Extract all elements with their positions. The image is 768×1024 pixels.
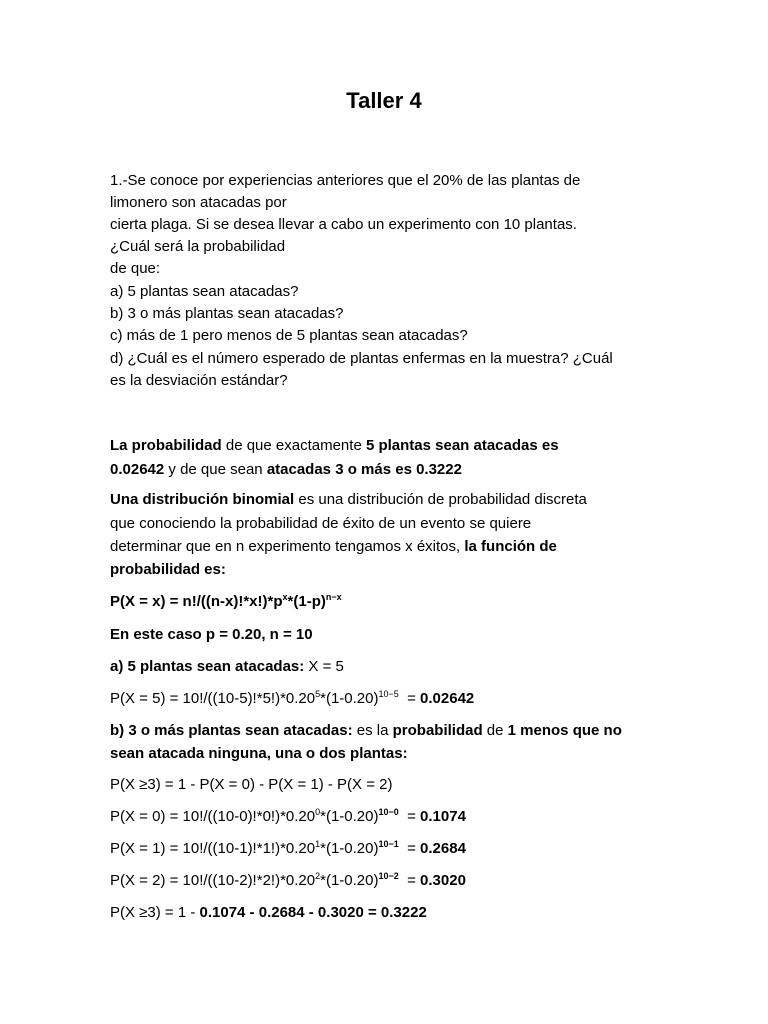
question-line: cierta plaga. Si se desea llevar a cabo un experimento con 10 plantas.: [110, 216, 577, 233]
question-line: 1.-Se conoce por experiencias anteriores que el 20% de las plantas de: [110, 172, 581, 189]
answer-intro: 0.02642 y de que sean atacadas 3 o más es 0.3222: [110, 461, 462, 478]
final-result: P(X ≥3) = 1 - 0.1074 - 0.2684 - 0.3020 = 0.3222: [110, 904, 427, 921]
question-line: ¿Cuál será la probabilidad: [110, 238, 286, 255]
question-a: a) 5 plantas sean atacadas?: [110, 283, 299, 300]
question-c: c) más de 1 pero menos de 5 plantas sean atacadas?: [110, 327, 468, 344]
calc-row: $P(X = 2) = 10!/((10-2)!*2!)*0.20^2*(1-0.20)^{10-2} = 0.3020$: [110, 871, 466, 889]
question-line: limonero son atacadas por: [110, 194, 287, 211]
part-a-heading: a) 5 plantas sean atacadas: X = 5: [110, 658, 344, 675]
part-b-heading: b) 3 o más plantas sean atacadas: es la probabilidad de 1 menos que no: [110, 722, 622, 739]
binomial-explanation: Una distribución binomial es una distribución de probabilidad discreta: [110, 491, 587, 508]
part-b-equation: P(X ≥3) = 1 - P(X = 0) - P(X = 1) - P(X = 2): [110, 776, 393, 793]
binomial-explanation: que conociendo la probabilidad de éxito de un evento se quiere: [110, 515, 532, 532]
binomial-explanation: determinar que en n experimento tengamos x éxitos, la función de: [110, 538, 557, 555]
question-b: b) 3 o más plantas sean atacadas?: [110, 305, 344, 322]
part-a-calc: $P(X = 5) = 10!/((10-5)!*5!)*0.20^5*(1-0.20)^{10-5} = 0.02642$: [110, 689, 475, 707]
page-title: Taller 4: [346, 88, 422, 113]
question-line: de que:: [110, 260, 161, 277]
binomial-formula: $P(X = x) = n!/((n-x)!*x!)*p^x*(1-p)^{n-x}$: [110, 592, 342, 610]
question-d: d) ¿Cuál es el número esperado de plantas enfermas en la muestra? ¿Cuál: [110, 350, 613, 367]
answer-intro: La probabilidad de que exactamente 5 plantas sean atacadas es: [110, 437, 559, 454]
question-d: es la desviación estándar?: [110, 372, 288, 389]
part-b-heading: sean atacada ninguna, una o dos plantas:: [110, 745, 408, 762]
binomial-explanation: probabilidad es:: [110, 561, 226, 578]
calc-row: $P(X = 0) = 10!/((10-0)!*0!)*0.20^0*(1-0.20)^{10-0} = 0.1074$: [110, 807, 466, 825]
parameters: En este caso p = 0.20, n = 10: [110, 626, 313, 643]
calc-row: $P(X = 1) = 10!/((10-1)!*1!)*0.20^1*(1-0.20)^{10-1} = 0.2684$: [110, 839, 466, 857]
